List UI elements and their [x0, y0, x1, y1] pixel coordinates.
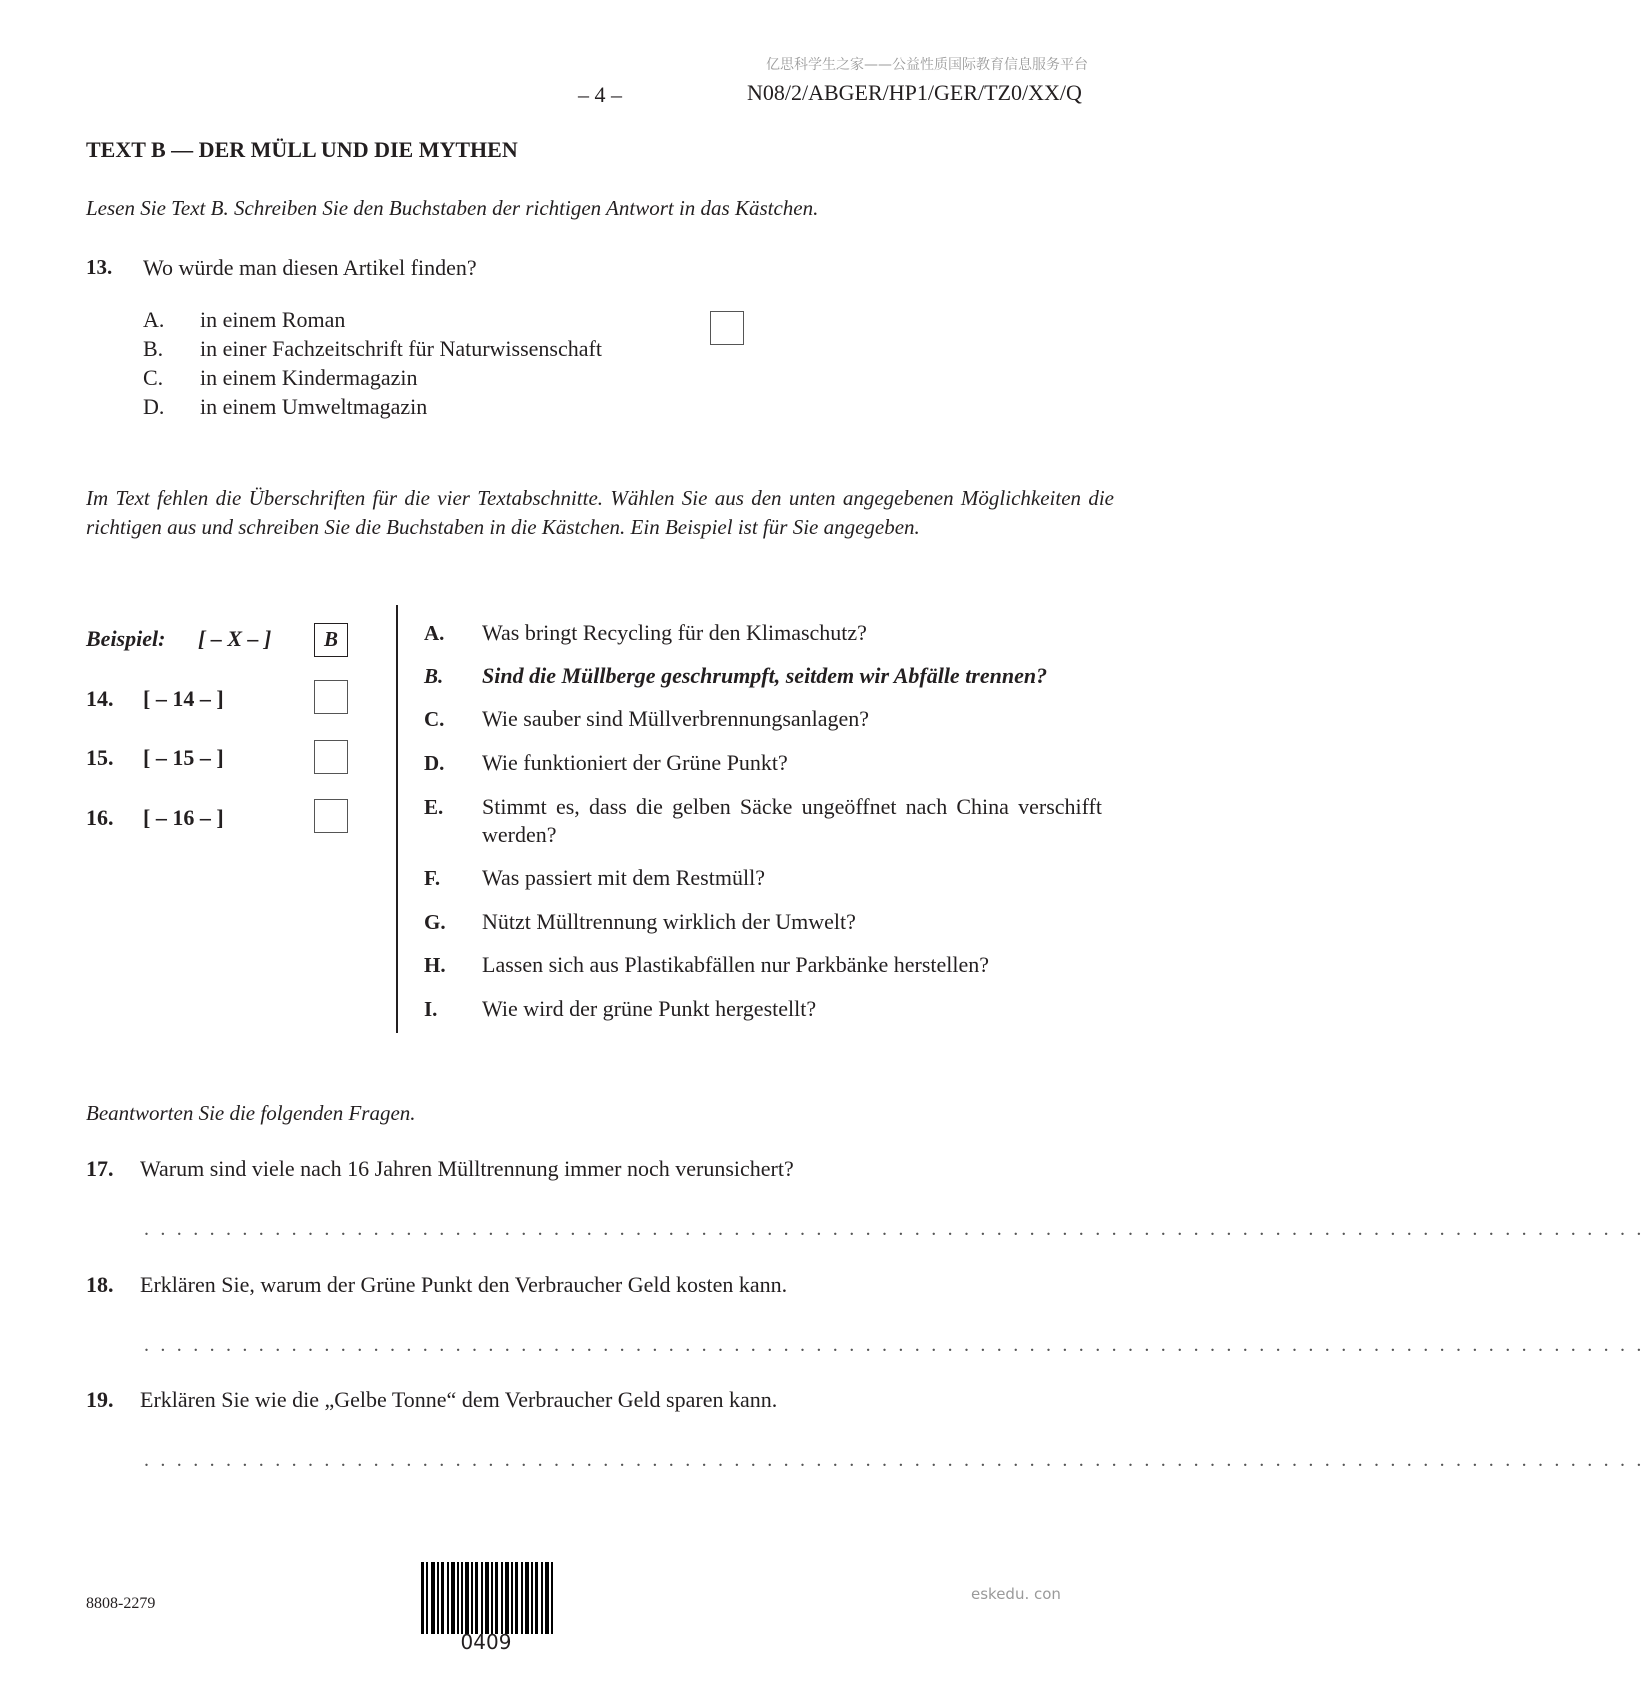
footer-code: 8808-2279: [86, 1595, 156, 1612]
question-17-number: 17.: [86, 1156, 114, 1181]
heading-letter: G.: [424, 910, 446, 934]
header-watermark: 亿思科学生之家——公益性质国际教育信息服务平台: [766, 57, 1088, 73]
q13-option-text: in einem Umweltmagazin: [200, 394, 428, 419]
example-answer-box: B: [314, 623, 348, 657]
q13-option-letter: D.: [143, 394, 165, 419]
column-divider: [396, 605, 398, 1033]
heading-letter: E.: [424, 795, 444, 819]
item-14-placeholder: [ – 14 – ]: [143, 686, 224, 711]
item-16-number: 16.: [86, 805, 114, 830]
question-19-answer-line[interactable]: . . . . . . . . . . . . . . . . . . . . . . . . . . . . . . . . . . . . . . . . . . . . . . . . . . . . . . . . . . . . . . . . . . . . . . . . . . . . . . . . . . . . . . . . . . . .: [144, 1449, 1645, 1471]
footer-watermark: eskedu. con: [971, 1585, 1061, 1603]
instruction-headings: Im Text fehlen die Überschriften für die vier Textabschnitte. Wählen Sie aus den unten angegebenen Möglichkeiten die richtigen aus und schreiben Sie die Buchstaben in die Kästchen. Ein Beispiel ist für Sie angegeben.: [86, 486, 1114, 539]
heading-text: Sind die Müllberge geschrumpft, seitdem wir Abfälle trennen?: [482, 663, 1048, 688]
heading-text: Nützt Mülltrennung wirklich der Umwelt?: [482, 909, 856, 934]
heading-letter: B.: [424, 664, 444, 688]
document-code: N08/2/ABGER/HP1/GER/TZ0/XX/Q: [747, 80, 1082, 105]
heading-text: Was passiert mit dem Restmüll?: [482, 865, 765, 890]
heading-text: Lassen sich aus Plastikabfällen nur Parkbänke herstellen?: [482, 952, 990, 977]
heading-letter: I.: [424, 997, 438, 1021]
barcode-icon: [421, 1562, 553, 1634]
example-label: Beispiel:: [86, 626, 166, 651]
item-16-placeholder: [ – 16 – ]: [143, 805, 224, 830]
question-17-text: Warum sind viele nach 16 Jahren Mülltrennung immer noch verunsichert?: [140, 1156, 794, 1181]
q13-option-text: in einer Fachzeitschrift für Naturwissenschaft: [200, 336, 602, 361]
instruction-read-text: Lesen Sie Text B. Schreiben Sie den Buchstaben der richtigen Antwort in das Kästchen.: [86, 196, 819, 220]
item-16-answer-box[interactable]: [314, 799, 348, 833]
heading-text: Stimmt es, dass die gelben Säcke ungeöffnet nach China verschifft werden?: [482, 794, 1102, 847]
heading-letter: C.: [424, 707, 445, 731]
instruction-answer-questions: Beantworten Sie die folgenden Fragen.: [86, 1101, 416, 1125]
q13-option-letter: B.: [143, 336, 164, 361]
question-19-number: 19.: [86, 1387, 114, 1412]
question-19-text: Erklären Sie wie die „Gelbe Tonne“ dem Verbraucher Geld sparen kann.: [140, 1387, 778, 1412]
item-15-number: 15.: [86, 745, 114, 770]
heading-text: Was bringt Recycling für den Klimaschutz?: [482, 620, 867, 645]
question-13-number: 13.: [86, 255, 113, 279]
question-18-answer-line[interactable]: . . . . . . . . . . . . . . . . . . . . . . . . . . . . . . . . . . . . . . . . . . . . . . . . . . . . . . . . . . . . . . . . . . . . . . . . . . . . . . . . . . . . . . . . . . . .: [144, 1334, 1645, 1356]
page-number: – 4 –: [578, 82, 622, 107]
heading-letter: A.: [424, 621, 445, 645]
heading-letter: D.: [424, 751, 445, 775]
heading-text: Wie wird der grüne Punkt hergestellt?: [482, 996, 817, 1021]
q13-option-letter: A.: [143, 307, 165, 332]
q13-option-text: in einem Kindermagazin: [200, 365, 418, 390]
question-17-answer-line[interactable]: . . . . . . . . . . . . . . . . . . . . . . . . . . . . . . . . . . . . . . . . . . . . . . . . . . . . . . . . . . . . . . . . . . . . . . . . . . . . . . . . . . . . . . . . . . . .: [144, 1218, 1645, 1240]
item-14-answer-box[interactable]: [314, 680, 348, 714]
heading-letter: F.: [424, 866, 441, 890]
heading-letter: H.: [424, 953, 446, 977]
example-placeholder: [ – X – ]: [198, 626, 272, 651]
question-13-text: Wo würde man diesen Artikel finden?: [143, 255, 477, 280]
barcode-number: 0409: [460, 1630, 512, 1654]
section-title: TEXT B — DER MÜLL UND DIE MYTHEN: [86, 137, 518, 162]
heading-text: Wie sauber sind Müllverbrennungsanlagen?: [482, 706, 870, 731]
q13-option-text: in einem Roman: [200, 307, 346, 332]
item-15-answer-box[interactable]: [314, 740, 348, 774]
item-14-number: 14.: [86, 686, 114, 711]
question-18-text: Erklären Sie, warum der Grüne Punkt den Verbraucher Geld kosten kann.: [140, 1272, 788, 1297]
question-18-number: 18.: [86, 1272, 114, 1297]
item-15-placeholder: [ – 15 – ]: [143, 745, 224, 770]
q13-option-letter: C.: [143, 365, 164, 390]
question-13-answer-box[interactable]: [710, 311, 744, 345]
heading-text: Wie funktioniert der Grüne Punkt?: [482, 750, 788, 775]
